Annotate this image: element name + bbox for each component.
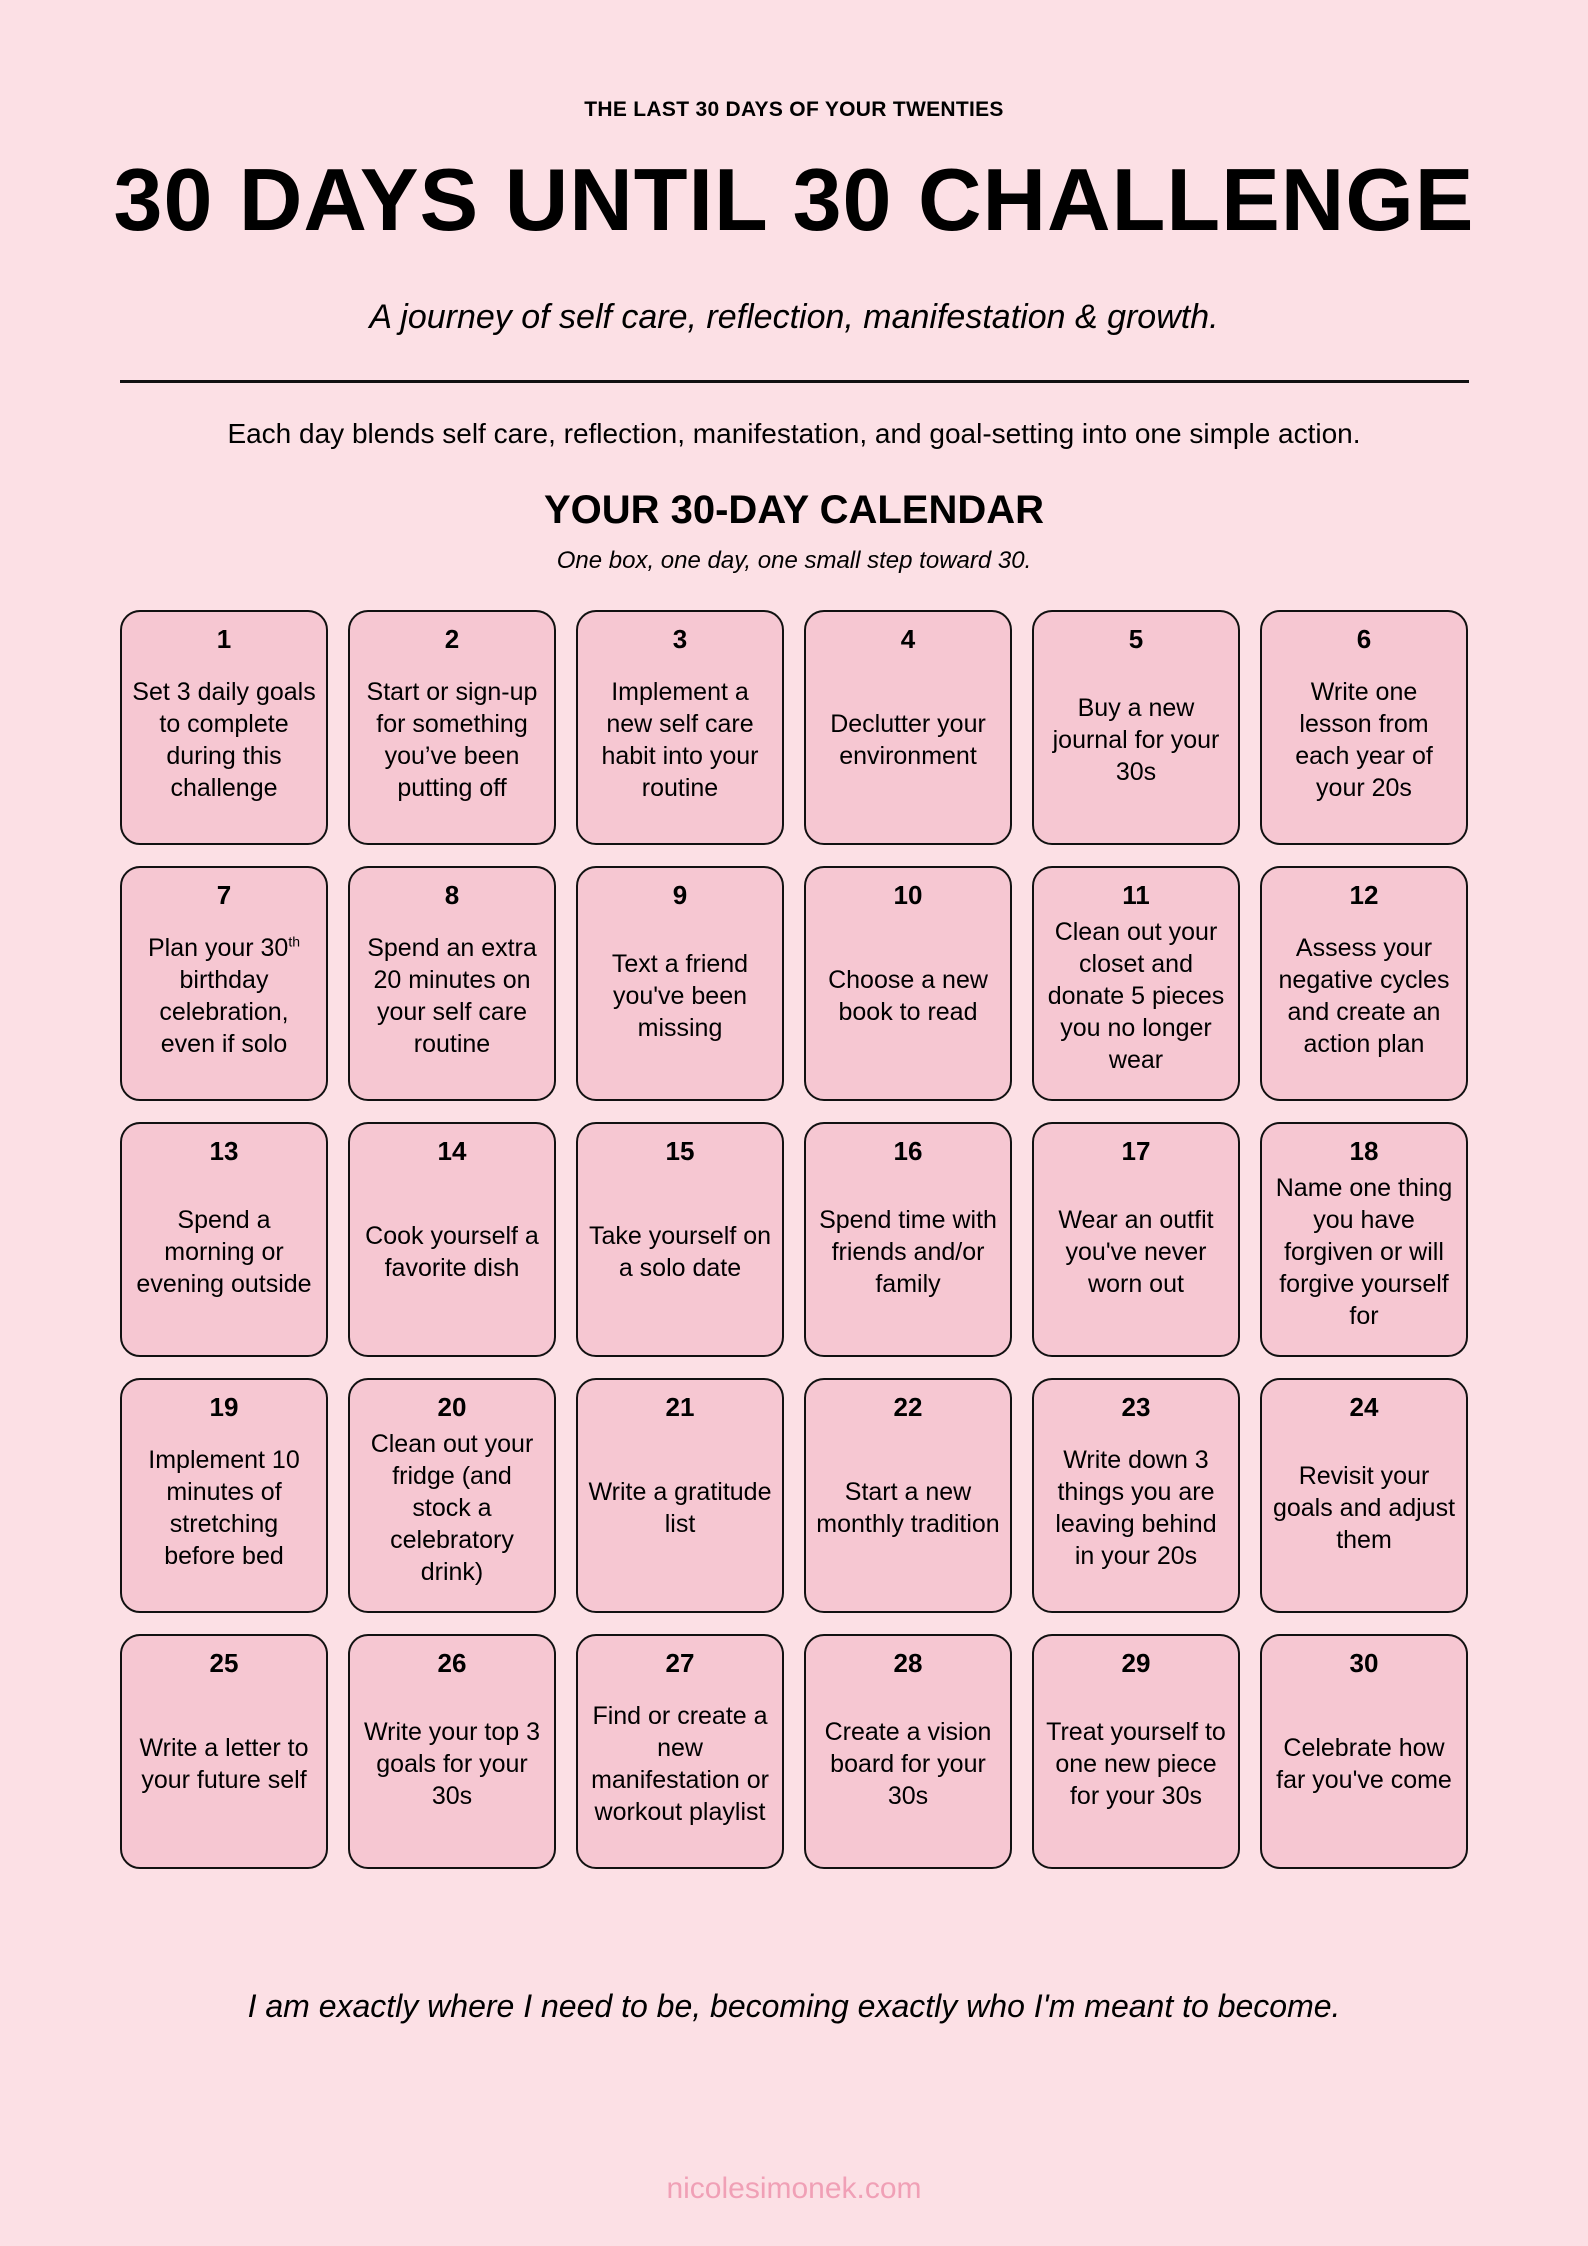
day-box-23 (1032, 1378, 1240, 1613)
day-number: 24 (1349, 1392, 1379, 1422)
day-box-13 (120, 1122, 328, 1357)
day-task (360, 1167, 544, 1345)
day-number: 7 (216, 880, 232, 910)
day-number: 14 (437, 1136, 467, 1166)
day-task-text: Revisit your goals and adjust them (1272, 1462, 1456, 1555)
day-number: 4 (900, 624, 916, 654)
day-number: 21 (665, 1392, 695, 1422)
day-task (1272, 655, 1456, 833)
day-task (360, 1423, 544, 1601)
day-box-15 (576, 1122, 784, 1357)
day-task (1044, 655, 1228, 833)
day-box-27 (576, 1634, 784, 1869)
day-number: 22 (893, 1392, 923, 1422)
day-task-text: Plan your 30 (147, 934, 289, 963)
day-box-4 (804, 610, 1012, 845)
day-task-text: Write your top 3 goals for your 30s (363, 1718, 540, 1811)
day-number: 20 (437, 1392, 467, 1422)
day-box-5 (1032, 610, 1240, 845)
day-box-3 (576, 610, 784, 845)
day-task (360, 911, 544, 1089)
day-task (1272, 1679, 1456, 1857)
day-number: 30 (1349, 1648, 1379, 1678)
day-box-6 (1260, 610, 1468, 845)
day-task (1044, 1679, 1228, 1857)
day-box-16 (804, 1122, 1012, 1357)
day-box-12 (1260, 866, 1468, 1101)
kicker-text: THE LAST 30 DAYS OF YOUR TWENTIES (584, 98, 1004, 121)
calendar-title: YOUR 30-DAY CALENDAR (543, 488, 1045, 532)
day-task (1044, 1423, 1228, 1601)
day-box-1 (120, 610, 328, 845)
day-task-text: Assess your negative cycles and create an action plan (1278, 934, 1450, 1059)
day-task-text: Buy a new journal for your 30s (1052, 694, 1220, 787)
day-box-18 (1260, 1122, 1468, 1357)
day-task-text: Create a vision board for your 30s (824, 1718, 992, 1811)
day-task (588, 655, 772, 833)
day-task-text: Celebrate how far you've come (1276, 1734, 1452, 1795)
day-number: 5 (1128, 624, 1144, 654)
day-number: 11 (1122, 880, 1150, 910)
day-number: 1 (216, 624, 232, 654)
day-task (1272, 1167, 1456, 1345)
page-title: 30 DAYS UNTIL 30 CHALLENGE (113, 150, 1475, 249)
day-task-text: Wear an outfit you've never worn out (1058, 1206, 1214, 1299)
ordinal-suffix: th (288, 933, 301, 950)
day-number: 10 (893, 880, 923, 910)
day-number: 8 (444, 880, 460, 910)
day-box-30 (1260, 1634, 1468, 1869)
day-box-25 (120, 1634, 328, 1869)
day-number: 13 (209, 1136, 239, 1166)
day-task (588, 1423, 772, 1601)
day-number: 6 (1356, 624, 1372, 654)
footer-website: nicolesimonek.com (666, 2172, 922, 2205)
day-number: 28 (893, 1648, 923, 1678)
day-task (588, 1167, 772, 1345)
day-task (816, 1423, 1000, 1601)
day-task (816, 1679, 1000, 1857)
day-task-text: Write a letter to your future self (139, 1734, 309, 1795)
day-task (816, 911, 1000, 1089)
day-task-text: Write down 3 things you are leaving behind in your 20s (1055, 1446, 1217, 1571)
day-task (588, 911, 772, 1089)
day-task-text: Name one thing you have forgiven or will forgive yourself for (1275, 1174, 1453, 1331)
day-task-text: Write a gratitude list (588, 1478, 772, 1539)
day-task-text: Set 3 daily goals to complete during this challenge (132, 678, 316, 803)
day-box-14 (348, 1122, 556, 1357)
day-task (816, 1167, 1000, 1345)
day-task (132, 1679, 316, 1857)
day-task-text: Implement 10 minutes of stretching before bed (148, 1446, 300, 1571)
day-task-text: Text a friend you've been missing (611, 950, 749, 1043)
day-task (360, 655, 544, 833)
day-number: 17 (1121, 1136, 1151, 1166)
day-task (1044, 911, 1228, 1089)
day-task-text: Take yourself on a solo date (588, 1222, 772, 1283)
day-task (1272, 911, 1456, 1089)
day-task (1272, 1423, 1456, 1601)
day-number: 23 (1121, 1392, 1151, 1422)
divider (120, 380, 1469, 383)
day-task (1044, 1167, 1228, 1345)
day-task-text: Spend an extra 20 minutes on your self care routine (367, 934, 537, 1059)
day-box-19 (120, 1378, 328, 1613)
day-task-text: Clean out your closet and donate 5 pieces you no longer wear (1047, 918, 1225, 1075)
day-number: 26 (437, 1648, 467, 1678)
day-number: 29 (1121, 1648, 1151, 1678)
day-task-text: Cook yourself a favorite dish (365, 1222, 539, 1283)
day-box-28 (804, 1634, 1012, 1869)
day-box-20 (348, 1378, 556, 1613)
day-task-text: Choose a new book to read (828, 966, 988, 1027)
intro-text: Each day blends self care, reflection, manifestation, and goal-setting into one simple action. (227, 418, 1361, 449)
day-number: 9 (672, 880, 688, 910)
day-task-text: Declutter your environment (830, 710, 986, 771)
day-box-8 (348, 866, 556, 1101)
day-box-21 (576, 1378, 784, 1613)
day-box-10 (804, 866, 1012, 1101)
day-task (132, 911, 316, 1089)
day-task-text: Start a new monthly tradition (816, 1478, 1000, 1539)
day-box-26 (348, 1634, 556, 1869)
day-task-text: Implement a new self care habit into your routine (601, 678, 759, 803)
day-task-text: Spend a morning or evening outside (136, 1206, 312, 1299)
day-task (360, 1679, 544, 1857)
day-number: 12 (1349, 880, 1379, 910)
day-task (132, 655, 316, 833)
calendar-grid (120, 610, 1469, 1869)
day-number: 18 (1349, 1136, 1379, 1166)
page-subtitle: A journey of self care, reflection, manifestation & growth. (369, 298, 1219, 336)
day-task-text-rest: birthday celebration, even if solo (159, 966, 289, 1059)
day-box-17 (1032, 1122, 1240, 1357)
day-task (588, 1679, 772, 1857)
day-box-2 (348, 610, 556, 845)
calendar-subtitle: One box, one day, one small step toward 30. (556, 547, 1032, 574)
day-number: 15 (665, 1136, 695, 1166)
day-box-11 (1032, 866, 1240, 1101)
day-number: 16 (893, 1136, 923, 1166)
affirmation-text: I am exactly where I need to be, becoming exactly who I'm meant to become. (247, 1988, 1341, 2024)
day-box-22 (804, 1378, 1012, 1613)
day-task (132, 1167, 316, 1345)
day-number: 3 (672, 624, 688, 654)
day-number: 2 (444, 624, 460, 654)
day-task-text: Clean out your fridge (and stock a celebratory drink) (370, 1430, 534, 1587)
day-box-7 (120, 866, 328, 1101)
day-task (816, 655, 1000, 833)
day-task-text: Treat yourself to one new piece for your 30s (1046, 1718, 1226, 1811)
day-box-9 (576, 866, 784, 1101)
day-number: 25 (209, 1648, 239, 1678)
day-task-text: Write one lesson from each year of your 20s (1295, 678, 1433, 803)
day-task-text: Find or create a new manifestation or workout playlist (591, 1702, 769, 1827)
day-number: 27 (665, 1648, 695, 1678)
day-task (132, 1423, 316, 1601)
day-box-24 (1260, 1378, 1468, 1613)
day-task-text: Spend time with friends and/or family (819, 1206, 997, 1299)
day-task-text: Start or sign-up for something you’ve been putting off (366, 678, 538, 803)
day-box-29 (1032, 1634, 1240, 1869)
day-number: 19 (209, 1392, 239, 1422)
